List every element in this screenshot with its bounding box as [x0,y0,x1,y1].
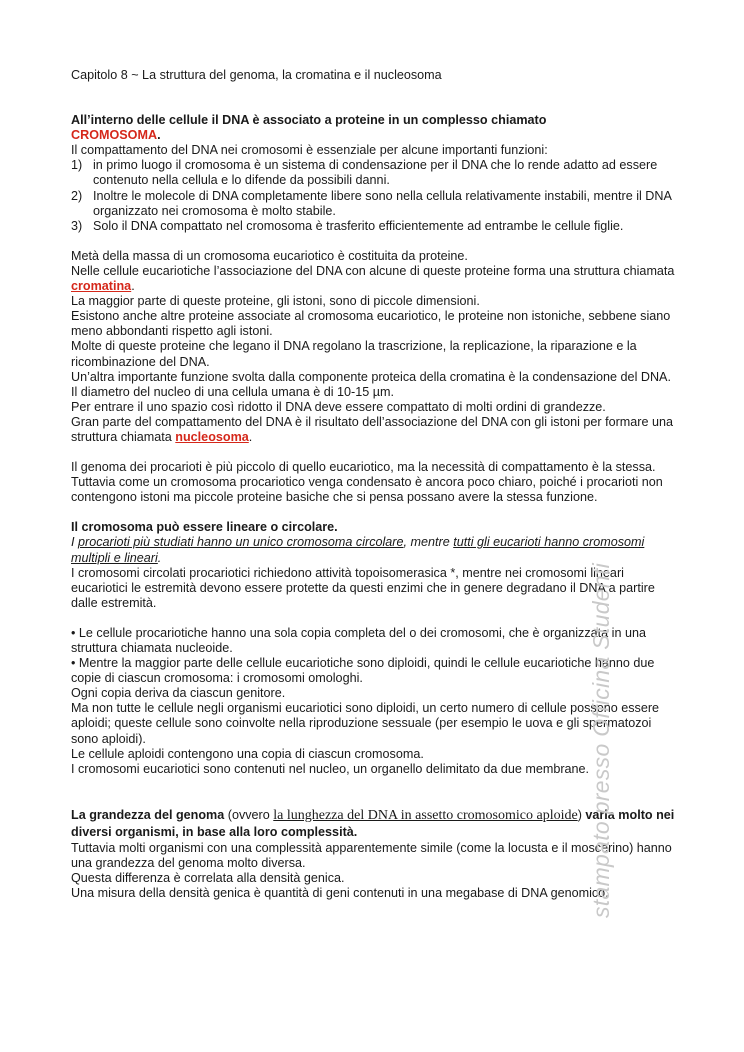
watermark: stampato presso Officina Studenti [588,562,614,918]
s2-p3: La maggior parte di queste proteine, gli istoni, sono di piccole dimensioni. [71,294,480,309]
s2-p5: Molte di queste proteine che legano il DNA regolano la trascrizione, la replicazione, la riparazione e la ricombinazione del DNA. [71,339,637,369]
s2-p2 [71,264,679,294]
s6-p1: Tuttavia molti organismi con una complessità apparentemente simile (come la locusta e il moscerino) hanno una grandezza del genoma molto diversa. [71,840,672,870]
s4-italic [71,535,679,565]
s6-mid1: (ovvero [224,807,274,822]
s2-p9-end: . [248,429,253,444]
list-text: Inoltre le molecole di DNA completamente libere sono nella cellula relativamente instabili, mentre il DNA organizzato nei cromosoma è molto stabile. [93,188,672,218]
s2-p2-text: Nelle cellule eucariotiche l’associazione del DNA con alcune di queste proteine forma una struttura chiamata [71,263,675,278]
s2-p9-text: Gran parte del compattamento del DNA è il risultato dell’associazione del DNA con gli istoni per formare una struttura chiamata [71,414,674,444]
list-number: 2) [71,188,83,203]
s5-p4: I cromosomi eucariotici sono contenuti nel nucleo, un organello delimitato da due membrane. [71,761,590,776]
list-number: 1) [71,158,83,173]
s1-lead-text: All’interno delle cellule il DNA è associato a proteine in un complesso chiamato [71,113,547,128]
s5-bullet-1: • Le cellule procariotiche hanno una sola copia completa del o dei cromosomi, che è organizzata in una struttura chiamata nucleoide. [71,625,646,655]
s1-intro: Il compattamento del DNA nei cromosomi è essenziale per alcune importanti funzioni: [71,143,548,158]
s6-mid2: ) [577,807,586,822]
s3-p2: Tuttavia come un cromosoma procariotico venga condensato è ancora poco chiaro, poiché i procarioti non contengono istoni ma piccole proteine basiche che si pensa possano avere la stessa funzione. [71,475,663,505]
s4-heading: Il cromosoma può essere lineare o circolare. [71,520,338,535]
list-item [71,219,679,234]
s6-p3: Una misura della densità genica è quantità di geni contenuti in una megabase di DNA genomico. [71,886,609,901]
s4-i-u1: procarioti più studiati hanno un unico cromosoma circolare [78,535,404,550]
s4-p1: I cromosomi circolati procariotici richiedono attività topoisomerasica *, mentre nei cromosomi lineari eucariotici le estremità devono essere protette da questi enzimi che in genere degradano il DNA a partire dalle estremità. [71,565,655,610]
term-nucleosoma: nucleosoma [175,429,249,444]
s4-i-pre: I [71,535,78,550]
list-item [71,189,679,219]
s2-p8: Per entrare il uno spazio così ridotto il DNA deve essere compattato di molti ordini di grandezze. [71,399,606,414]
s4-i-end: . [157,550,162,565]
s2-p2-end: . [131,279,135,294]
s5-p1: Ogni copia deriva da ciascun genitore. [71,686,286,701]
s4-i-u2: tutti gli eucarioti hanno cromosomi multipli e lineari [71,535,645,565]
list-item [71,158,679,188]
s5-p3: Le cellule aploidi contengono una copia di ciascun cromosoma. [71,746,424,761]
functions-list [71,158,679,233]
s5-p2: Ma non tutte le cellule negli organismi eucariotici sono diploidi, un certo numero di cellule possono essere aploidi; queste cellule sono coinvolte nella riproduzione sessuale (per esempio le uova e gli spermatozoi sono aploidi). [71,701,660,746]
s6-bold2: varia molto nei diversi organismi, in base alla loro complessità. [71,807,675,839]
s5-bullet-2: • Mentre la maggior parte delle cellule eucariotiche sono diploidi, quindi le cellule eucariotiche hanno due copie di ciascun cromosoma: i cromosomi omologhi. [71,656,655,686]
s2-p6: Un’altra importante funzione svolta dalla componente proteica della cromatina è la condensazione del DNA. [71,369,671,384]
s6-serif-phrase: la lunghezza del DNA in assetto cromosomico aploide [273,807,578,823]
s2-p7: Il diametro del nucleo di una cellula umana è di 10-15 µm. [71,384,394,399]
list-text: in primo luogo il cromosoma è un sistema di condensazione per il DNA che lo rende adatto ad essere contenuto nella cellula e lo difende da possibili danni. [93,158,658,188]
s1-after: . [157,128,161,143]
s2-p1: Metà della massa di un cromosoma eucariotico è costituita da proteine. [71,248,468,263]
s6-p2: Questa differenza è correlata alla densità genica. [71,871,345,886]
term-cromosoma: CROMOSOMA [71,128,158,143]
list-text: Solo il DNA compattato nel cromosoma è trasferito efficientemente ad entrambe le cellule figlie. [93,218,624,233]
list-number: 3) [71,218,83,233]
s6-lead-bold: La grandezza del genoma [71,807,225,822]
s3-p1: Il genoma dei procarioti è più piccolo di quello eucariotico, ma la necessità di compattamento è la stessa. [71,460,656,475]
s2-p9 [71,415,679,445]
s1-lead [71,113,679,143]
chapter-title: Capitolo 8 ~ La struttura del genoma, la cromatina e il nucleosoma [71,68,442,82]
s2-p4: Esistono anche altre proteine associate al cromosoma eucariotico, le proteine non istoniche, sebbene siano meno abbondanti rispetto agli istoni. [71,309,671,339]
s4-i-mid: , mentre [403,535,454,550]
term-cromatina: cromatina [71,279,132,294]
